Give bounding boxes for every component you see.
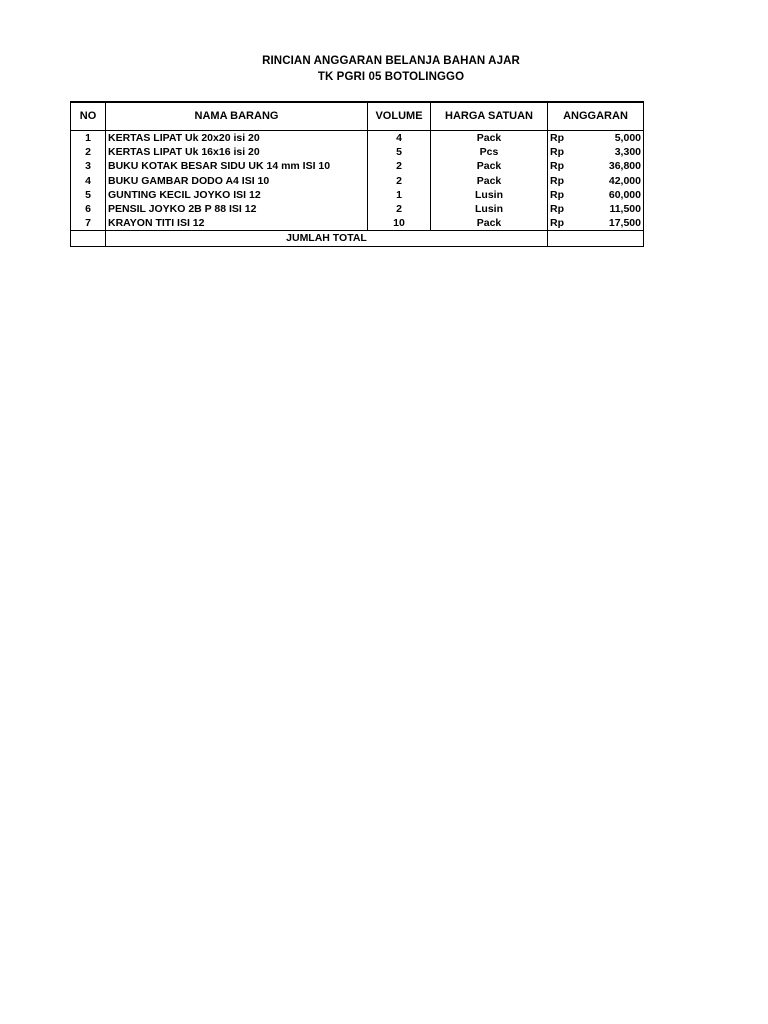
cell-volume: 2 [368, 202, 431, 216]
cell-nama-barang: BUKU GAMBAR DODO A4 ISI 10 [106, 174, 368, 188]
cell-anggaran: 17,500 [586, 216, 644, 231]
cell-nama-barang: KRAYON TITI ISI 12 [106, 216, 368, 231]
cell-nama-barang: GUNTING KECIL JOYKO ISI 12 [106, 188, 368, 202]
cell-currency: Rp [548, 188, 586, 202]
document-subtitle: TK PGRI 05 BOTOLINGGO [317, 71, 465, 83]
header-anggaran: ANGGARAN [548, 102, 644, 131]
cell-anggaran: 11,500 [586, 202, 644, 216]
document-title: RINCIAN ANGGARAN BELANJA BAHAN AJAR [262, 55, 520, 67]
total-row [71, 231, 644, 246]
cell-nama-barang: KERTAS LIPAT Uk 16x16 isi 20 [106, 145, 368, 159]
cell-nama-barang: BUKU KOTAK BESAR SIDU UK 14 mm ISI 10 [106, 159, 368, 173]
cell-anggaran: 60,000 [586, 188, 644, 202]
cell-harga-satuan: Pack [431, 131, 548, 146]
budget-table [70, 101, 644, 247]
table-header-row [71, 102, 644, 131]
cell-volume: 4 [368, 131, 431, 146]
table-row [71, 216, 644, 231]
cell-nama-barang: KERTAS LIPAT Uk 20x20 isi 20 [106, 131, 368, 146]
cell-volume: 10 [368, 216, 431, 231]
cell-no: 6 [71, 202, 106, 216]
cell-anggaran: 42,000 [586, 174, 644, 188]
header-volume: VOLUME [368, 102, 431, 131]
cell-no: 3 [71, 159, 106, 173]
cell-harga-satuan: Pcs [431, 145, 548, 159]
cell-harga-satuan: Lusin [431, 188, 548, 202]
cell-currency: Rp [548, 174, 586, 188]
total-currency-cell [548, 231, 586, 246]
table-row [71, 202, 644, 216]
cell-no: 7 [71, 216, 106, 231]
cell-anggaran: 36,800 [586, 159, 644, 173]
cell-no: 4 [71, 174, 106, 188]
cell-no: 1 [71, 131, 106, 146]
cell-currency: Rp [548, 131, 586, 146]
cell-volume: 2 [368, 159, 431, 173]
cell-volume: 5 [368, 145, 431, 159]
table-row [71, 131, 644, 146]
cell-anggaran: 3,300 [586, 145, 644, 159]
cell-currency: Rp [548, 145, 586, 159]
header-harga-satuan: HARGA SATUAN [431, 102, 548, 131]
cell-no: 5 [71, 188, 106, 202]
cell-currency: Rp [548, 216, 586, 231]
table-row [71, 145, 644, 159]
cell-harga-satuan: Lusin [431, 202, 548, 216]
cell-harga-satuan: Pack [431, 216, 548, 231]
cell-volume: 2 [368, 174, 431, 188]
header-nama-barang: NAMA BARANG [106, 102, 368, 131]
total-row-no-cell [71, 231, 106, 246]
table-row [71, 188, 644, 202]
table-row [71, 159, 644, 173]
header-no: NO [71, 102, 106, 131]
total-label: JUMLAH TOTAL [106, 231, 548, 246]
cell-no: 2 [71, 145, 106, 159]
cell-nama-barang: PENSIL JOYKO 2B P 88 ISI 12 [106, 202, 368, 216]
cell-currency: Rp [548, 159, 586, 173]
total-amount-cell [586, 231, 644, 246]
table-row [71, 174, 644, 188]
cell-harga-satuan: Pack [431, 159, 548, 173]
cell-harga-satuan: Pack [431, 174, 548, 188]
cell-currency: Rp [548, 202, 586, 216]
cell-volume: 1 [368, 188, 431, 202]
cell-anggaran: 5,000 [586, 131, 644, 146]
